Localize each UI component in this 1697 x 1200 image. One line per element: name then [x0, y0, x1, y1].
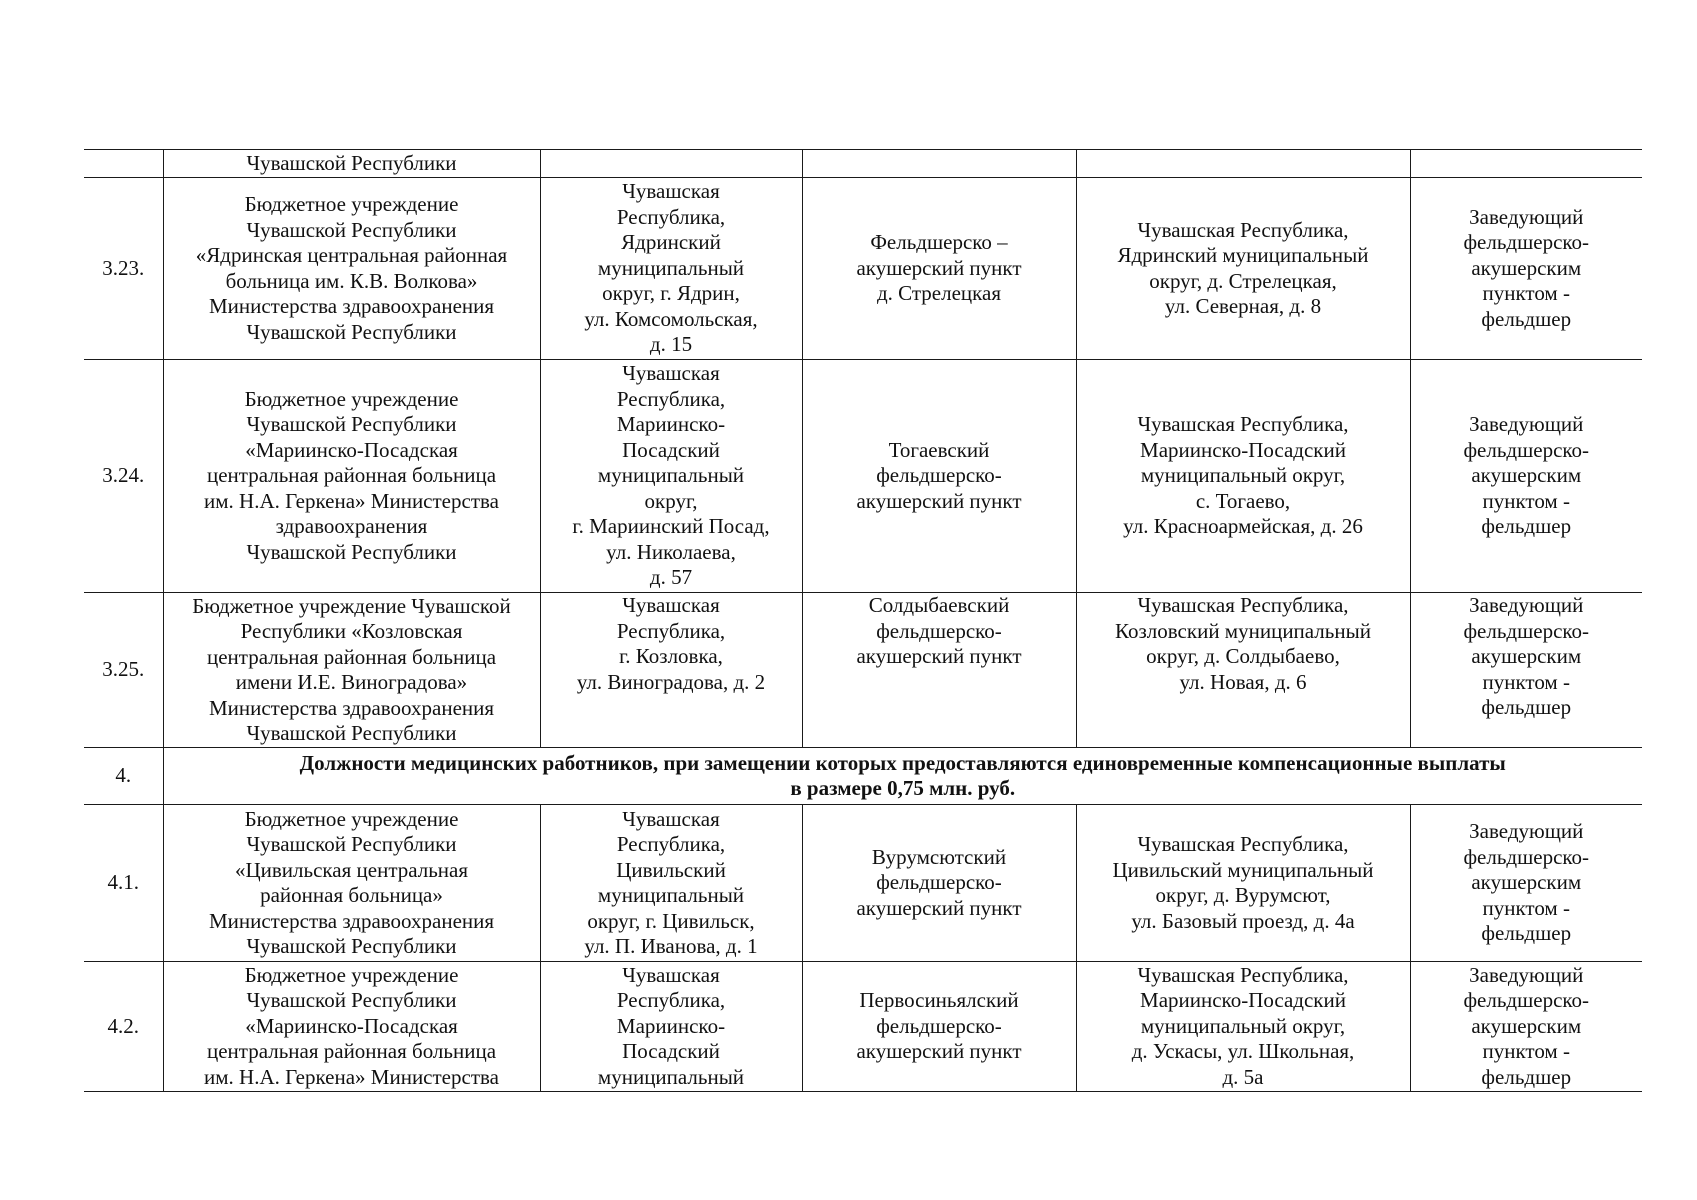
position-line: пунктом -	[1482, 895, 1570, 920]
cell-position	[1410, 593, 1642, 748]
org-line: имени И.Е. Виноградова»	[235, 670, 468, 694]
org-line: Бюджетное учреждение	[244, 192, 459, 216]
unit-address-line: Чувашская Республика,	[1137, 412, 1349, 437]
cell-num	[84, 360, 163, 593]
unit-address-line: Чувашская Республика,	[1137, 217, 1349, 242]
cell-legal-address	[540, 150, 802, 178]
cell-org	[163, 360, 540, 593]
org-line: Бюджетное учреждение	[244, 386, 459, 411]
table-row	[84, 962, 1642, 1092]
position-line: акушерским	[1471, 255, 1582, 280]
unit-address-line: Чувашская Республика,	[1137, 593, 1349, 617]
unit-address-line: ул. Северная, д. 8	[1164, 294, 1322, 318]
cell-unit-address	[1076, 805, 1410, 962]
cell-unit-address	[1076, 150, 1410, 178]
address-line: Посадский	[622, 437, 720, 462]
row-number: 3.25.	[102, 657, 145, 682]
position-line: пунктом -	[1482, 1039, 1570, 1064]
org-line: Чувашской Республики	[246, 832, 457, 856]
position-line: пунктом -	[1482, 488, 1570, 513]
cell-position	[1410, 178, 1642, 360]
unit-address-line: ул. Новая, д. 6	[1179, 669, 1307, 694]
org-line: «Ядринская центральная районная	[195, 243, 508, 267]
org-line: Чувашской Республики	[246, 539, 457, 564]
address-line: г. Козловка,	[619, 644, 723, 668]
table-row	[84, 178, 1642, 360]
org-line: районная больница»	[260, 883, 443, 907]
cell-unit	[802, 593, 1076, 748]
section-title-line: Должности медицинских работников, при замещении которых предоставляются единовременные компенсационные выплаты	[299, 750, 1506, 775]
cell-unit	[802, 805, 1076, 962]
cell-unit-address	[1076, 593, 1410, 748]
address-line: Цивильский	[616, 857, 726, 882]
cell-unit-address	[1076, 962, 1410, 1092]
unit-address-line: округ, д. Солдыбаево,	[1146, 644, 1340, 668]
unit-line: фельдшерско-	[876, 618, 1002, 643]
position-line: Заведующий	[1469, 819, 1584, 844]
org-line: центральная районная больница	[206, 463, 497, 488]
cell-position	[1410, 360, 1642, 593]
cell-legal-address	[540, 360, 802, 593]
cell-org	[163, 178, 540, 360]
address-line: Посадский	[622, 1039, 720, 1064]
address-line: д. 15	[649, 332, 693, 357]
unit-line: Первосиньялский	[859, 988, 1019, 1013]
position-line: фельдшерско-	[1463, 844, 1590, 869]
unit-address-line: д. Ускасы, ул. Школьная,	[1131, 1039, 1355, 1064]
position-line: пунктом -	[1482, 669, 1570, 694]
address-line: Республика,	[616, 988, 726, 1013]
table-row	[84, 805, 1642, 962]
unit-line: Фельдшерско –	[870, 230, 1008, 255]
unit-line: фельдшерско-	[876, 870, 1002, 895]
unit-address-line: муниципальный округ,	[1140, 463, 1346, 488]
org-line: «Цивильская центральная	[234, 857, 469, 882]
position-line: Заведующий	[1469, 412, 1584, 437]
unit-line: фельдшерско-	[876, 463, 1002, 488]
unit-address-line: с. Тогаево,	[1195, 488, 1291, 513]
cell-unit	[802, 150, 1076, 178]
org-line: Чувашской Республики	[246, 988, 457, 1013]
unit-line: акушерский пункт	[856, 895, 1022, 920]
org-line: Министерства здравоохранения	[208, 294, 495, 318]
unit-line: фельдшерско-	[876, 1013, 1002, 1038]
unit-address-line: Мариинско-Посадский	[1140, 988, 1346, 1013]
cell-org	[163, 805, 540, 962]
cell-num	[84, 748, 163, 805]
position-line: акушерским	[1471, 644, 1582, 668]
org-line: Бюджетное учреждение Чувашской	[192, 593, 511, 618]
org-line: Чувашской Республики	[246, 934, 457, 958]
position-line: фельдшерско-	[1463, 230, 1590, 255]
org-line: «Мариинско-Посадская	[245, 437, 458, 462]
position-line: Заведующий	[1469, 962, 1584, 987]
unit-address-line: ул. Красноармейская, д. 26	[1123, 514, 1363, 539]
position-line: пунктом -	[1482, 281, 1570, 306]
address-line: Ядринский	[621, 230, 721, 255]
org-line: Чувашской Республики	[246, 721, 457, 745]
address-line: округ,	[644, 488, 698, 513]
unit-address-line: округ, д. Вурумсют,	[1155, 883, 1331, 907]
org-line: им. Н.А. Геркена» Министерства	[204, 488, 499, 513]
unit-address-line: Цивильский муниципальный	[1112, 857, 1374, 882]
address-line: Республика,	[616, 386, 726, 411]
address-line: Республика,	[616, 618, 726, 643]
cell-legal-address	[540, 962, 802, 1092]
address-line: ул. П. Иванова, д. 1	[584, 934, 758, 958]
unit-line: акушерский пункт	[856, 255, 1022, 280]
cell-num	[84, 178, 163, 360]
org-line: им. Н.А. Геркена» Министерства	[204, 1064, 499, 1089]
address-line: Чувашская	[622, 179, 720, 204]
org-line: здравоохранения	[275, 514, 428, 539]
row-number: 3.23.	[102, 255, 145, 280]
unit-line: акушерский пункт	[856, 488, 1022, 513]
unit-line: акушерский пункт	[856, 644, 1022, 668]
cell-unit	[802, 962, 1076, 1092]
position-line: акушерским	[1471, 870, 1582, 895]
org-line: центральная районная больница	[206, 644, 497, 669]
unit-address-line: Чувашская Республика,	[1137, 962, 1349, 987]
cell-legal-address	[540, 178, 802, 360]
unit-address-line: Мариинско-Посадский	[1140, 437, 1346, 462]
address-line: Чувашская	[622, 593, 720, 617]
table-row	[84, 593, 1642, 748]
cell-num	[84, 150, 163, 178]
position-line: фельдшер	[1481, 514, 1572, 539]
address-line: муниципальный	[597, 255, 745, 280]
address-line: Мариинско-	[616, 412, 726, 437]
position-line: фельдшерско-	[1463, 988, 1590, 1013]
address-line: Республика,	[616, 832, 726, 856]
position-line: Заведующий	[1469, 593, 1584, 617]
cell-org	[163, 150, 540, 178]
cell-position	[1410, 805, 1642, 962]
row-number: 4.1.	[107, 870, 139, 895]
org-line: Министерства здравоохранения	[208, 695, 495, 720]
cell-unit-address	[1076, 360, 1410, 593]
unit-line: акушерский пункт	[856, 1039, 1022, 1064]
unit-line: д. Стрелецкая	[876, 281, 1002, 306]
cell-org	[163, 962, 540, 1092]
table-row	[84, 360, 1642, 593]
address-line: г. Мариинский Посад,	[572, 514, 770, 539]
cell-num	[84, 962, 163, 1092]
address-line: Республика,	[616, 204, 726, 229]
org-line: «Мариинско-Посадская	[245, 1013, 458, 1038]
unit-address-line: Ядринский муниципальный	[1117, 243, 1369, 267]
address-line: муниципальный	[597, 883, 745, 907]
unit-line: Вурумсютский	[871, 844, 1007, 869]
org-line: Министерства здравоохранения	[208, 908, 495, 933]
position-line: фельдшерско-	[1463, 437, 1590, 462]
cell-unit	[802, 178, 1076, 360]
address-line: округ, г. Ядрин,	[602, 281, 740, 306]
address-line: ул. Виноградова, д. 2	[576, 669, 766, 694]
section-number: 4.	[115, 763, 132, 788]
cell-position	[1410, 962, 1642, 1092]
position-line: акушерским	[1471, 463, 1582, 488]
row-number: 3.24.	[102, 463, 145, 488]
position-line: фельдшер	[1481, 695, 1572, 719]
org-line: Чувашской Республики	[246, 150, 457, 175]
address-line: муниципальный	[597, 1064, 745, 1089]
org-line: Бюджетное учреждение	[244, 806, 459, 831]
section-title-line: в размере 0,75 млн. руб.	[790, 776, 1016, 800]
address-line: Мариинско-	[616, 1013, 726, 1038]
org-line: Республики «Козловская	[240, 619, 463, 643]
address-line: Чувашская	[622, 806, 720, 831]
unit-address-line: округ, д. Стрелецкая,	[1149, 268, 1337, 293]
address-line: округ, г. Цивильск,	[587, 908, 755, 933]
cell-unit-address	[1076, 178, 1410, 360]
cell-num	[84, 805, 163, 962]
address-line: д. 57	[649, 565, 693, 590]
position-line: акушерским	[1471, 1013, 1582, 1038]
unit-address-line: ул. Базовый проезд, д. 4а	[1131, 908, 1355, 933]
org-line: Чувашской Республики	[246, 319, 457, 344]
cell-position	[1410, 150, 1642, 178]
cell-num	[84, 593, 163, 748]
org-line: Чувашской Республики	[246, 412, 457, 437]
table-row-fragment	[84, 150, 1642, 178]
org-line: центральная районная больница	[206, 1039, 497, 1064]
org-line: Чувашской Республики	[246, 217, 457, 242]
unit-line: Тогаевский	[888, 437, 990, 462]
position-line: фельдшер	[1481, 306, 1572, 331]
unit-address-line: Козловский муниципальный	[1115, 618, 1371, 643]
unit-address-line: д. 5а	[1222, 1064, 1264, 1089]
address-line: муниципальный	[597, 463, 745, 488]
position-line: фельдшерско-	[1463, 618, 1590, 643]
cell-unit	[802, 360, 1076, 593]
positions-table	[84, 149, 1642, 1092]
position-line: фельдшер	[1481, 921, 1572, 946]
section-title	[163, 748, 1642, 805]
unit-address-line: муниципальный округ,	[1140, 1013, 1346, 1038]
address-line: ул. Комсомольская,	[584, 306, 758, 331]
unit-line: Солдыбаевский	[868, 593, 1010, 617]
cell-legal-address	[540, 805, 802, 962]
section-row	[84, 748, 1642, 805]
org-line: больница им. К.В. Волкова»	[225, 268, 478, 293]
address-line: Чувашская	[622, 361, 720, 386]
cell-legal-address	[540, 593, 802, 748]
org-line: Бюджетное учреждение	[244, 962, 459, 987]
address-line: Чувашская	[622, 962, 720, 987]
cell-org	[163, 593, 540, 748]
unit-address-line: Чувашская Республика,	[1137, 832, 1349, 856]
address-line: ул. Николаева,	[606, 539, 736, 564]
position-line: фельдшер	[1481, 1064, 1572, 1089]
row-number: 4.2.	[107, 1013, 139, 1038]
position-line: Заведующий	[1469, 204, 1584, 229]
